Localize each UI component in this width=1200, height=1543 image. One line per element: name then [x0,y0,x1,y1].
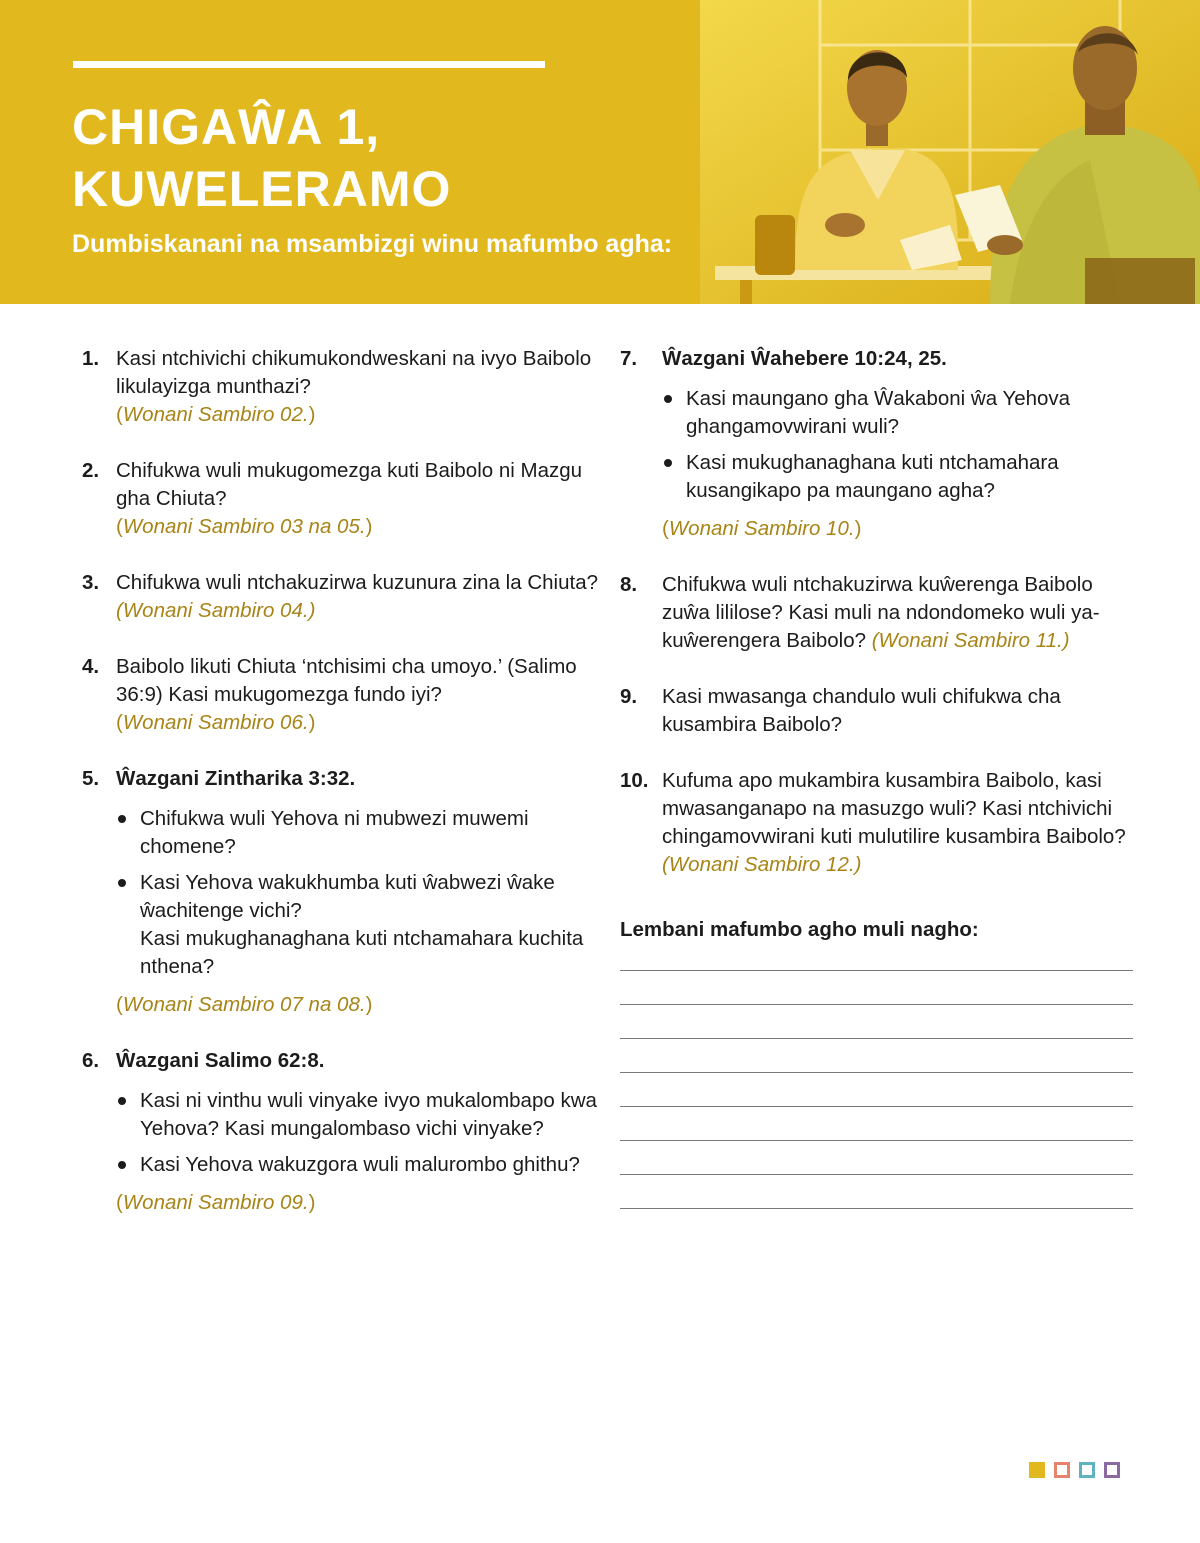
list-item [116,869,602,981]
questions-left-column [82,345,602,1245]
header-banner [0,0,1200,304]
question-text: Chifukwa wuli ntchakuzirwa kuzunura zina la Chiuta? (Wonani Sambiro 04.) [116,571,598,622]
question-number: 6. [82,1049,100,1072]
question-9 [620,683,1140,739]
list-item [662,449,1140,505]
question-reference: (Wonani Sambiro 02.) [116,403,316,426]
questions-right-column [620,345,1140,907]
question-reference: (Wonani Sambiro 06.) [116,711,316,734]
question-text-body: Chifukwa wuli ntchakuzirwa kuzunura zina la Chiuta? [116,571,598,594]
question-number: 1. [82,347,100,370]
question-number: 8. [620,573,638,596]
bullet-text: Kasi maungano gha Ŵakaboni ŵa Yehova ghangamovwirani wuli? [686,387,1071,438]
writing-line[interactable] [620,1106,1133,1107]
reference-text: Wonani Sambiro 10. [668,517,855,540]
write-prompt: Lembani mafumbo agho muli nagho: [620,918,979,941]
bullet-text: Kasi Yehova wakukhumba kuti ŵabwezi ŵake ŵachitenge vichi? [140,871,555,922]
bullet-text: Kasi mukughanaghana kuti ntchamahara kuchita nthena? [140,927,584,978]
bullet-text: Kasi ni vinthu wuli vinyake ivyo mukalombapo kwa Yehova? Kasi mungalombaso vichi vinyake? [140,1089,597,1140]
writing-line[interactable] [620,970,1133,971]
reference-text: Wonani Sambiro 06. [122,711,309,734]
question-number: 7. [620,347,638,370]
question-reference: (Wonani Sambiro 07 na 08.) [116,993,373,1016]
question-7 [620,345,1140,543]
reference-text: Wonani Sambiro 11. [878,629,1063,652]
question-5 [82,765,602,1019]
question-reference: (Wonani Sambiro 09.) [116,1191,316,1214]
reference-text: Wonani Sambiro 09. [122,1191,309,1214]
question-number: 10. [620,769,649,792]
bullet-icon [118,879,126,887]
bullet-icon [118,1097,126,1105]
question-text: Baibolo likuti Chiuta ‘ntchisimi cha umoyo.’ (Salimo 36:9) Kasi mukugomezga fundo iyi? [116,655,577,706]
question-6 [82,1047,602,1217]
writing-line[interactable] [620,1038,1133,1039]
question-heading: Ŵazgani Salimo 62:8. [116,1049,325,1072]
question-4 [82,653,602,737]
writing-line[interactable] [620,1208,1133,1209]
question-text-body: Kufuma apo mukambira kusambira Baibolo, kasi mwasanganapo na masuzgo wuli? Kasi ntchivichi chingamovwirani kuti mulutilire kusambira Baibolo? [662,769,1126,848]
question-text: Kufuma apo mukambira kusambira Baibolo, kasi mwasanganapo na masuzgo wuli? Kasi ntchivichi chingamovwirani kuti mulutilire kusambira Baibolo? (Wonani Sambiro 12.) [662,769,1126,876]
question-number: 4. [82,655,100,678]
question-2 [82,457,602,541]
question-10 [620,767,1140,879]
question-number: 9. [620,685,638,708]
reference-text: Wonani Sambiro 03 na 05. [122,515,366,538]
list-item [116,1151,602,1179]
header-rule [73,61,545,68]
bullet-icon [118,1161,126,1169]
writing-line[interactable] [620,1140,1133,1141]
bullet-text: Kasi Yehova wakuzgora wuli malurombo ghithu? [140,1153,580,1176]
question-number: 3. [82,571,100,594]
question-3 [82,569,602,625]
question-reference: (Wonani Sambiro 10.) [662,517,862,540]
bullet-list [116,805,602,981]
question-8 [620,571,1140,655]
header-illustration [700,0,1200,304]
writing-line[interactable] [620,1174,1133,1175]
reference-text: Wonani Sambiro 07 na 08. [122,993,366,1016]
square-outline-icon [1054,1462,1070,1478]
title-line-2: KUWELERAMO [72,161,452,217]
question-text: Chifukwa wuli ntchakuzirwa kuŵerenga Baibolo zuŵa lililose? Kasi muli na ndondomeko wuli ya-kuŵerengera Baibolo? (Wonani Sambiro 11.) [662,573,1100,652]
reference-text: Wonani Sambiro 02. [122,403,309,426]
bullet-icon [664,459,672,467]
page-title [72,96,451,220]
bullet-icon [118,815,126,823]
question-1 [82,345,602,429]
question-heading: Ŵazgani Ŵahebere 10:24, 25. [662,347,947,370]
question-text: Kasi ntchivichi chikumukondweskani na ivyo Baibolo likulayizga munthazi? [116,347,592,398]
writing-line[interactable] [620,1004,1133,1005]
bullet-icon [664,395,672,403]
question-number: 5. [82,767,100,790]
progress-squares [1029,1462,1120,1478]
question-heading: Ŵazgani Zintharika 3:32. [116,767,356,790]
reference-text: Wonani Sambiro 04. [122,599,309,622]
square-filled-icon [1029,1462,1045,1478]
writing-line[interactable] [620,1072,1133,1073]
question-number: 2. [82,459,100,482]
list-item [116,1087,602,1143]
bullet-list [116,1087,602,1179]
list-item [116,805,602,861]
square-outline-icon [1104,1462,1120,1478]
writing-lines [620,970,1133,1242]
bullet-text: Chifukwa wuli Yehova ni mubwezi muwemi chomene? [140,807,529,858]
bullet-list [662,385,1140,505]
bullet-text: Kasi mukughanaghana kuti ntchamahara kusangikapo pa maungano agha? [686,451,1059,502]
question-reference: (Wonani Sambiro 03 na 05.) [116,515,373,538]
list-item [662,385,1140,441]
title-line-1: CHIGAŴA 1, [72,99,381,155]
question-text-body: Chifukwa wuli ntchakuzirwa kuŵerenga Baibolo zuŵa lililose? Kasi muli na ndondomeko wuli ya-kuŵerengera Baibolo? [662,573,1100,652]
square-outline-icon [1079,1462,1095,1478]
question-text: Kasi mwasanga chandulo wuli chifukwa cha kusambira Baibolo? [662,685,1061,736]
reference-text: Wonani Sambiro 12. [668,853,855,876]
page-subtitle: Dumbiskanani na msambizgi winu mafumbo agha: [72,230,673,258]
question-text: Chifukwa wuli mukugomezga kuti Baibolo ni Mazgu gha Chiuta? [116,459,583,510]
